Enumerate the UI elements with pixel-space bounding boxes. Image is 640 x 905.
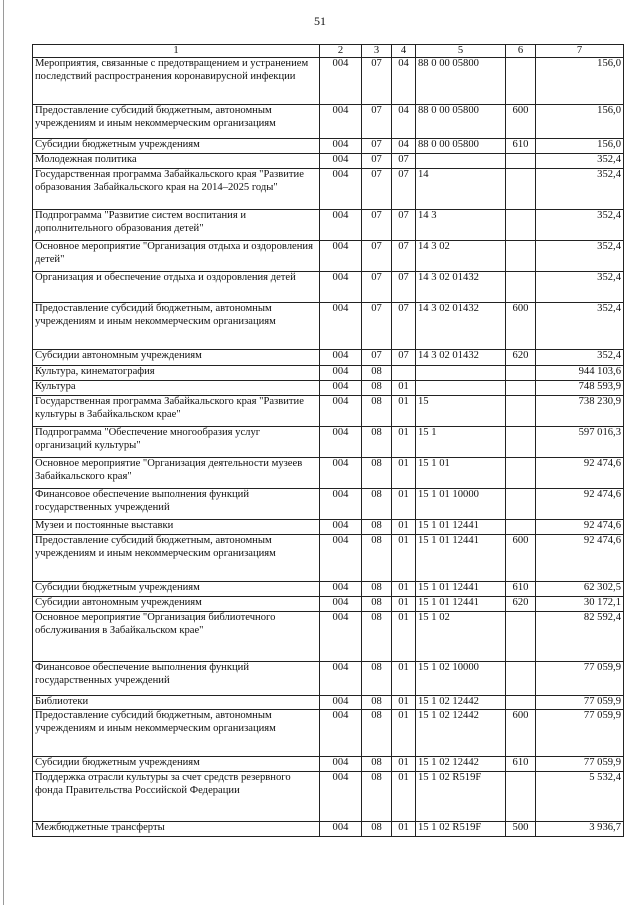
row-expense-type — [506, 169, 536, 210]
row-target-article: 15 1 02 R519F — [416, 822, 506, 837]
table-row — [33, 582, 624, 597]
row-name: Подпрограмма "Обеспечение многообразия услуг организаций культуры" — [33, 427, 320, 458]
row-name: Финансовое обеспечение выполнения функций государственных учреждений — [33, 489, 320, 520]
row-section-code: 08 — [362, 757, 392, 772]
row-ved-code: 004 — [320, 458, 362, 489]
row-target-article — [416, 381, 506, 396]
column-header: 3 — [362, 45, 392, 58]
row-name: Музеи и постоянные выставки — [33, 520, 320, 535]
row-section-code: 08 — [362, 489, 392, 520]
row-section-code: 08 — [362, 662, 392, 696]
row-section-code: 08 — [362, 710, 392, 757]
row-ved-code: 004 — [320, 822, 362, 837]
table-row — [33, 366, 624, 381]
row-section-code: 08 — [362, 582, 392, 597]
row-ved-code: 004 — [320, 582, 362, 597]
row-amount: 156,0 — [536, 105, 624, 139]
table-row — [33, 154, 624, 169]
row-section-code: 08 — [362, 822, 392, 837]
row-subsection-code: 07 — [392, 350, 416, 366]
row-expense-type: 620 — [506, 597, 536, 612]
row-subsection-code: 07 — [392, 154, 416, 169]
row-target-article: 15 1 01 12441 — [416, 597, 506, 612]
table-row — [33, 822, 624, 837]
row-target-article: 15 1 02 R519F — [416, 772, 506, 822]
row-expense-type — [506, 366, 536, 381]
row-amount: 77 059,9 — [536, 662, 624, 696]
row-amount: 352,4 — [536, 272, 624, 303]
row-target-article: 14 3 — [416, 210, 506, 241]
row-name: Субсидии бюджетным учреждениям — [33, 582, 320, 597]
row-subsection-code: 01 — [392, 520, 416, 535]
table-row — [33, 520, 624, 535]
row-target-article — [416, 154, 506, 169]
row-ved-code: 004 — [320, 612, 362, 662]
row-target-article: 15 1 — [416, 427, 506, 458]
row-ved-code: 004 — [320, 535, 362, 582]
row-section-code: 08 — [362, 520, 392, 535]
row-target-article: 15 1 02 10000 — [416, 662, 506, 696]
table-row — [33, 241, 624, 272]
row-expense-type — [506, 772, 536, 822]
table-row — [33, 772, 624, 822]
row-amount: 92 474,6 — [536, 520, 624, 535]
table-row — [33, 58, 624, 105]
row-subsection-code — [392, 366, 416, 381]
row-expense-type: 600 — [506, 105, 536, 139]
row-target-article: 14 3 02 01432 — [416, 350, 506, 366]
row-expense-type — [506, 427, 536, 458]
table-row — [33, 489, 624, 520]
row-amount: 352,4 — [536, 169, 624, 210]
table-row — [33, 350, 624, 366]
row-section-code: 08 — [362, 612, 392, 662]
row-amount: 944 103,6 — [536, 366, 624, 381]
row-subsection-code: 01 — [392, 612, 416, 662]
row-expense-type — [506, 396, 536, 427]
row-name: Подпрограмма "Развитие систем воспитания и дополнительного образования детей" — [33, 210, 320, 241]
row-ved-code: 004 — [320, 303, 362, 350]
row-name: Межбюджетные трансферты — [33, 822, 320, 837]
table-row — [33, 597, 624, 612]
row-amount: 77 059,9 — [536, 757, 624, 772]
row-amount: 92 474,6 — [536, 535, 624, 582]
row-name: Основное мероприятие "Организация деятельности музеев Забайкальского края" — [33, 458, 320, 489]
row-ved-code: 004 — [320, 272, 362, 303]
row-ved-code: 004 — [320, 597, 362, 612]
row-name: Предоставление субсидий бюджетным, автономным учреждениям и иным некоммерческим организациям — [33, 303, 320, 350]
row-amount: 82 592,4 — [536, 612, 624, 662]
row-name: Предоставление субсидий бюджетным, автономным учреждениям и иным некоммерческим организациям — [33, 535, 320, 582]
row-target-article: 15 — [416, 396, 506, 427]
table-row — [33, 105, 624, 139]
row-expense-type — [506, 458, 536, 489]
row-subsection-code: 01 — [392, 535, 416, 582]
row-subsection-code: 01 — [392, 757, 416, 772]
row-amount: 352,4 — [536, 350, 624, 366]
table-row — [33, 303, 624, 350]
row-expense-type — [506, 381, 536, 396]
budget-table — [32, 44, 624, 837]
row-amount: 92 474,6 — [536, 489, 624, 520]
table-row — [33, 396, 624, 427]
row-section-code: 08 — [362, 458, 392, 489]
row-name: Поддержка отрасли культуры за счет средств резервного фонда Правительства Российской Федерации — [33, 772, 320, 822]
page-left-edge-line — [3, 0, 4, 905]
table-row — [33, 272, 624, 303]
row-subsection-code: 01 — [392, 662, 416, 696]
row-target-article: 15 1 02 12442 — [416, 696, 506, 710]
row-amount: 77 059,9 — [536, 696, 624, 710]
row-section-code: 08 — [362, 396, 392, 427]
row-subsection-code: 01 — [392, 381, 416, 396]
row-target-article: 15 1 02 — [416, 612, 506, 662]
row-name: Субсидии автономным учреждениям — [33, 350, 320, 366]
row-expense-type — [506, 662, 536, 696]
row-target-article: 15 1 01 12441 — [416, 582, 506, 597]
row-expense-type — [506, 489, 536, 520]
row-section-code: 08 — [362, 772, 392, 822]
row-target-article: 14 3 02 — [416, 241, 506, 272]
row-amount: 738 230,9 — [536, 396, 624, 427]
row-expense-type: 620 — [506, 350, 536, 366]
row-subsection-code: 04 — [392, 58, 416, 105]
column-header: 6 — [506, 45, 536, 58]
row-ved-code: 004 — [320, 696, 362, 710]
row-target-article: 88 0 00 05800 — [416, 105, 506, 139]
row-ved-code: 004 — [320, 757, 362, 772]
row-ved-code: 004 — [320, 366, 362, 381]
table-row — [33, 612, 624, 662]
row-name: Субсидии бюджетным учреждениям — [33, 139, 320, 154]
row-ved-code: 004 — [320, 58, 362, 105]
table-row — [33, 139, 624, 154]
row-amount: 352,4 — [536, 241, 624, 272]
row-amount: 748 593,9 — [536, 381, 624, 396]
table-row — [33, 169, 624, 210]
row-expense-type — [506, 58, 536, 105]
row-name: Организация и обеспечение отдыха и оздоровления детей — [33, 272, 320, 303]
row-expense-type: 600 — [506, 303, 536, 350]
row-subsection-code: 07 — [392, 272, 416, 303]
row-target-article: 15 1 01 12441 — [416, 520, 506, 535]
row-ved-code: 004 — [320, 427, 362, 458]
row-target-article — [416, 366, 506, 381]
row-name: Предоставление субсидий бюджетным, автономным учреждениям и иным некоммерческим организациям — [33, 710, 320, 757]
row-ved-code: 004 — [320, 139, 362, 154]
row-ved-code: 004 — [320, 350, 362, 366]
row-name: Государственная программа Забайкальского края "Развитие образования Забайкальского края на 2014–2025 годы" — [33, 169, 320, 210]
table-row — [33, 710, 624, 757]
row-subsection-code: 01 — [392, 822, 416, 837]
row-target-article: 15 1 01 12441 — [416, 535, 506, 582]
row-section-code: 07 — [362, 241, 392, 272]
row-section-code: 07 — [362, 272, 392, 303]
row-subsection-code: 01 — [392, 396, 416, 427]
row-subsection-code: 04 — [392, 139, 416, 154]
row-ved-code: 004 — [320, 520, 362, 535]
column-header: 7 — [536, 45, 624, 58]
row-expense-type — [506, 612, 536, 662]
row-name: Молодежная политика — [33, 154, 320, 169]
row-name: Основное мероприятие "Организация библиотечного обслуживания в Забайкальском крае" — [33, 612, 320, 662]
row-ved-code: 004 — [320, 710, 362, 757]
row-expense-type — [506, 241, 536, 272]
row-name: Культура — [33, 381, 320, 396]
row-ved-code: 004 — [320, 105, 362, 139]
row-subsection-code: 01 — [392, 710, 416, 757]
row-expense-type: 600 — [506, 710, 536, 757]
row-amount: 156,0 — [536, 139, 624, 154]
row-subsection-code: 01 — [392, 772, 416, 822]
row-subsection-code: 07 — [392, 303, 416, 350]
row-expense-type: 610 — [506, 757, 536, 772]
row-name: Государственная программа Забайкальского края "Развитие культуры в Забайкальском крае" — [33, 396, 320, 427]
table-row — [33, 210, 624, 241]
row-ved-code: 004 — [320, 241, 362, 272]
row-section-code: 07 — [362, 350, 392, 366]
column-header: 4 — [392, 45, 416, 58]
row-amount: 352,4 — [536, 210, 624, 241]
row-expense-type — [506, 154, 536, 169]
row-target-article: 15 1 01 — [416, 458, 506, 489]
row-target-article: 88 0 00 05800 — [416, 139, 506, 154]
row-section-code: 07 — [362, 154, 392, 169]
table-row — [33, 535, 624, 582]
table-header-row — [33, 45, 624, 58]
row-ved-code: 004 — [320, 169, 362, 210]
row-name: Субсидии автономным учреждениям — [33, 597, 320, 612]
page-number: 51 — [314, 14, 326, 28]
table-row — [33, 696, 624, 710]
row-subsection-code: 07 — [392, 210, 416, 241]
row-name: Культура, кинематография — [33, 366, 320, 381]
row-amount: 92 474,6 — [536, 458, 624, 489]
row-target-article: 15 1 02 12442 — [416, 710, 506, 757]
table-row — [33, 427, 624, 458]
row-expense-type — [506, 272, 536, 303]
row-expense-type: 610 — [506, 582, 536, 597]
row-ved-code: 004 — [320, 381, 362, 396]
row-name: Финансовое обеспечение выполнения функций государственных учреждений — [33, 662, 320, 696]
row-amount: 30 172,1 — [536, 597, 624, 612]
row-expense-type: 600 — [506, 535, 536, 582]
row-section-code: 08 — [362, 366, 392, 381]
table-row — [33, 458, 624, 489]
row-name: Предоставление субсидий бюджетным, автономным учреждениям и иным некоммерческим организациям — [33, 105, 320, 139]
row-target-article: 14 3 02 01432 — [416, 272, 506, 303]
row-section-code: 07 — [362, 105, 392, 139]
row-target-article: 88 0 00 05800 — [416, 58, 506, 105]
row-section-code: 07 — [362, 139, 392, 154]
row-amount: 77 059,9 — [536, 710, 624, 757]
row-subsection-code: 01 — [392, 489, 416, 520]
row-name: Библиотеки — [33, 696, 320, 710]
row-expense-type: 500 — [506, 822, 536, 837]
row-expense-type — [506, 210, 536, 241]
row-subsection-code: 01 — [392, 458, 416, 489]
row-section-code: 08 — [362, 597, 392, 612]
row-amount: 156,0 — [536, 58, 624, 105]
row-subsection-code: 01 — [392, 427, 416, 458]
table-row — [33, 381, 624, 396]
row-ved-code: 004 — [320, 210, 362, 241]
row-section-code: 08 — [362, 535, 392, 582]
row-name: Основное мероприятие "Организация отдыха и оздоровления детей" — [33, 241, 320, 272]
row-subsection-code: 07 — [392, 169, 416, 210]
row-name: Субсидии бюджетным учреждениям — [33, 757, 320, 772]
row-target-article: 15 1 02 12442 — [416, 757, 506, 772]
row-amount: 352,4 — [536, 303, 624, 350]
row-amount: 597 016,3 — [536, 427, 624, 458]
row-ved-code: 004 — [320, 154, 362, 169]
row-subsection-code: 01 — [392, 597, 416, 612]
row-subsection-code: 07 — [392, 241, 416, 272]
row-ved-code: 004 — [320, 662, 362, 696]
row-target-article: 14 — [416, 169, 506, 210]
column-header: 1 — [33, 45, 320, 58]
row-section-code: 07 — [362, 169, 392, 210]
row-section-code: 08 — [362, 381, 392, 396]
row-ved-code: 004 — [320, 772, 362, 822]
row-section-code: 08 — [362, 427, 392, 458]
row-ved-code: 004 — [320, 489, 362, 520]
table-body — [33, 58, 624, 837]
row-amount: 3 936,7 — [536, 822, 624, 837]
table-row — [33, 662, 624, 696]
table-row — [33, 757, 624, 772]
column-header: 5 — [416, 45, 506, 58]
row-amount: 5 532,4 — [536, 772, 624, 822]
row-subsection-code: 01 — [392, 696, 416, 710]
row-target-article: 15 1 01 10000 — [416, 489, 506, 520]
row-expense-type — [506, 696, 536, 710]
row-target-article: 14 3 02 01432 — [416, 303, 506, 350]
row-section-code: 07 — [362, 303, 392, 350]
row-section-code: 07 — [362, 210, 392, 241]
row-amount: 352,4 — [536, 154, 624, 169]
row-subsection-code: 01 — [392, 582, 416, 597]
row-subsection-code: 04 — [392, 105, 416, 139]
row-section-code: 07 — [362, 58, 392, 105]
column-header: 2 — [320, 45, 362, 58]
row-amount: 62 302,5 — [536, 582, 624, 597]
row-ved-code: 004 — [320, 396, 362, 427]
row-section-code: 08 — [362, 696, 392, 710]
row-expense-type — [506, 520, 536, 535]
row-name: Мероприятия, связанные с предотвращением и устранением последствий распространения коронавирусной инфекции — [33, 58, 320, 105]
row-expense-type: 610 — [506, 139, 536, 154]
